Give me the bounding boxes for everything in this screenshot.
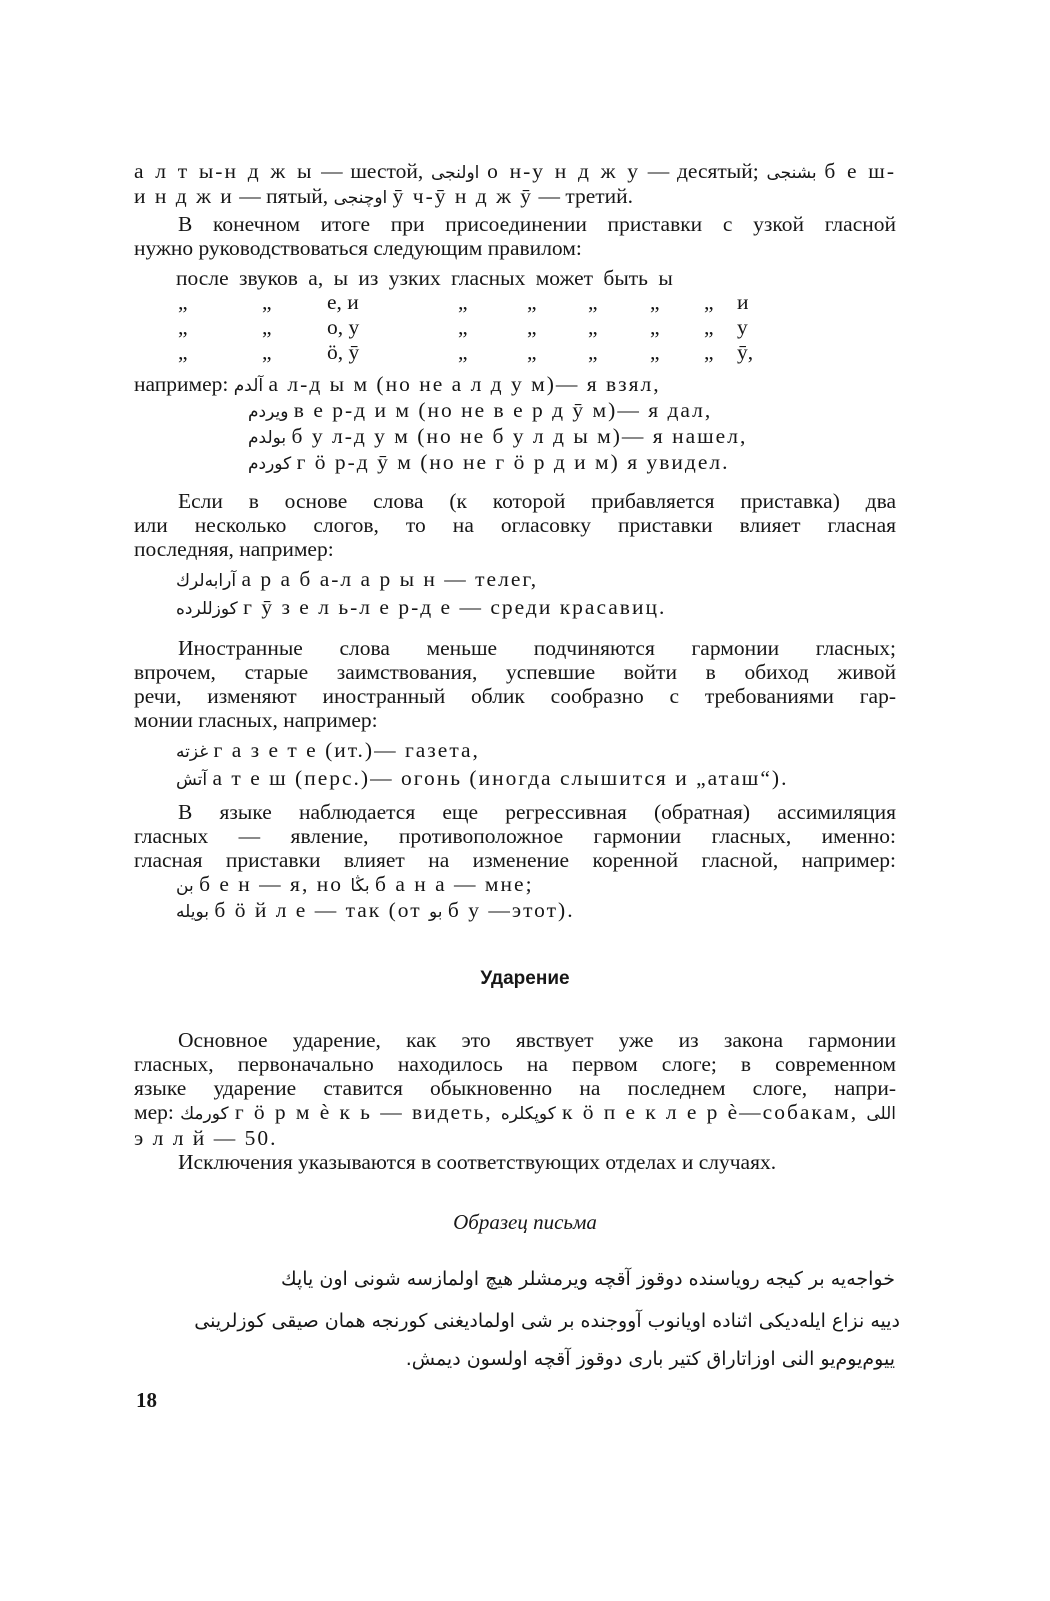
paragraph-line: гласных, первоначально находилось на первом слоге; в современном (134, 1052, 896, 1076)
example-line: غزته г а з е т е (ит.)— газета, (176, 738, 480, 762)
example-line: آرابه‌لرك а р а б а-л а р ы н — телег, (176, 567, 539, 591)
paragraph-line: мер: کورمك г ö р м ѐ к ь — видеть, کوپکلره к ö п е к л е р ѐ—собакам, اللی (134, 1100, 897, 1124)
example-line: بویله б ö й л е — так (от بو б у —этот). (176, 898, 575, 922)
paragraph-line: монии гласных, например: (134, 708, 378, 732)
ditto-mark: „ (458, 340, 468, 364)
paragraph-line: В конечном итоге при присоединении приставки с узкой гласной (178, 212, 896, 236)
ditto-mark: „ (704, 290, 714, 314)
ditto-mark: „ (527, 315, 537, 339)
ditto-mark: „ (527, 290, 537, 314)
text-line: а л т ы-н д ж ы — шестой, اولنجی о н-у н д ж у — десятый; بشنجی б е ш- (134, 159, 896, 183)
example-line: بن б е н — я, но بڭا б а н а — мне; (176, 872, 534, 896)
ditto-mark: „ (458, 290, 468, 314)
paragraph-line: Основное ударение, как это явствует уже из закона гармонии (178, 1028, 896, 1052)
ditto-mark: „ (262, 340, 272, 364)
arabic-script-line: دییه نزاع ایله‌دیکی اثناده اویانوب آووجنده بر شی اولمادیغنی کورنجه همان صیقی کوزلرینی (194, 1310, 900, 1332)
ditto-mark: „ (178, 290, 188, 314)
ditto-mark: „ (178, 340, 188, 364)
paragraph-line: Иностранные слова меньше подчиняются гармонии гласных; (178, 636, 896, 660)
paragraph-line: Если в основе слова (к которой прибавляется приставка) два (178, 489, 896, 513)
vowel-pair: о, у (327, 315, 360, 339)
ditto-mark: „ (650, 290, 660, 314)
ditto-mark: „ (588, 290, 598, 314)
ditto-mark: „ (650, 340, 660, 364)
paragraph-line: последняя, например: (134, 537, 334, 561)
arabic-script-line: خواجه‌یه بر کیجه رویاسنده دوقوز آقچه ویرمشلر هیچ اولمازسه شونی اون یاپك (280, 1268, 895, 1290)
table-row: после звуков а, ы из узких гласных может быть ы (176, 266, 673, 290)
result-vowel: ӯ, (737, 340, 754, 364)
paragraph-line: или несколько слогов, то на огласовку приставки влияет гласная (134, 513, 896, 537)
ditto-mark: „ (588, 340, 598, 364)
example-line: کوردم г ö р-д ӯ м (но не г ö р д и м) я увидел. (248, 450, 730, 474)
section-heading: Ударение (480, 968, 570, 989)
paragraph-line: впрочем, старые заимствования, успевшие войти в обиход живой (134, 660, 896, 684)
ditto-mark: „ (704, 340, 714, 364)
ditto-mark: „ (262, 315, 272, 339)
vowel-pair: е, и (327, 290, 359, 314)
ditto-mark: „ (178, 315, 188, 339)
paragraph-line: э л л й — 50. (134, 1126, 278, 1150)
ditto-mark: „ (262, 290, 272, 314)
sample-letter-heading: Образец письма (453, 1210, 597, 1234)
paragraph-line: языке ударение ставится обыкновенно на последнем слоге, напри- (134, 1076, 896, 1100)
ditto-mark: „ (704, 315, 714, 339)
result-vowel: и (737, 290, 749, 314)
example-line: کوزللرده г ӯ з е л ь-л е р-д е — среди красавиц. (176, 595, 667, 619)
ditto-mark: „ (588, 315, 598, 339)
example-line: ویردم в е р-д и м (но не в е р д ӯ м)— я дал, (248, 398, 713, 422)
result-vowel: у (737, 315, 748, 339)
ditto-mark: „ (650, 315, 660, 339)
arabic-script-line: ییوم‌یوم‌یو النی اوزاتاراق کتیر باری دوقوز آقچه اولسون دیمش. (405, 1348, 895, 1370)
paragraph-line: нужно руководствоваться следующим правилом: (134, 236, 582, 260)
paragraph-line: В языке наблюдается еще регрессивная (обратная) ассимиляция (178, 800, 896, 824)
paragraph-line: гласных — явление, противоположное гармонии гласных, именно: (134, 824, 896, 848)
paragraph-line: Исключения указываются в соответствующих отделах и случаях. (178, 1150, 777, 1174)
text-line: и н д ж и — пятый, اوچنجی ӯ ч-ӯ н д ж ӯ — третий. (134, 184, 634, 208)
paragraph-line: речи, изменяют иностранный облик сообразно с требованиями гар- (134, 684, 896, 708)
page-number: 18 (136, 1388, 157, 1412)
ditto-mark: „ (458, 315, 468, 339)
ditto-mark: „ (527, 340, 537, 364)
example-line: например: آلدم а л-д ы м (но не а л д у м)— я взял, (134, 372, 661, 396)
example-line: بولدم б у л-д у м (но не б у л д ы м)— я нашел, (248, 424, 748, 448)
vowel-pair: ö, ӯ (327, 340, 360, 364)
example-line: آتش а т е ш (перс.)— огонь (иногда слышится и „аташ“). (176, 766, 789, 790)
paragraph-line: гласная приставки влияет на изменение коренной гласной, например: (134, 848, 896, 872)
